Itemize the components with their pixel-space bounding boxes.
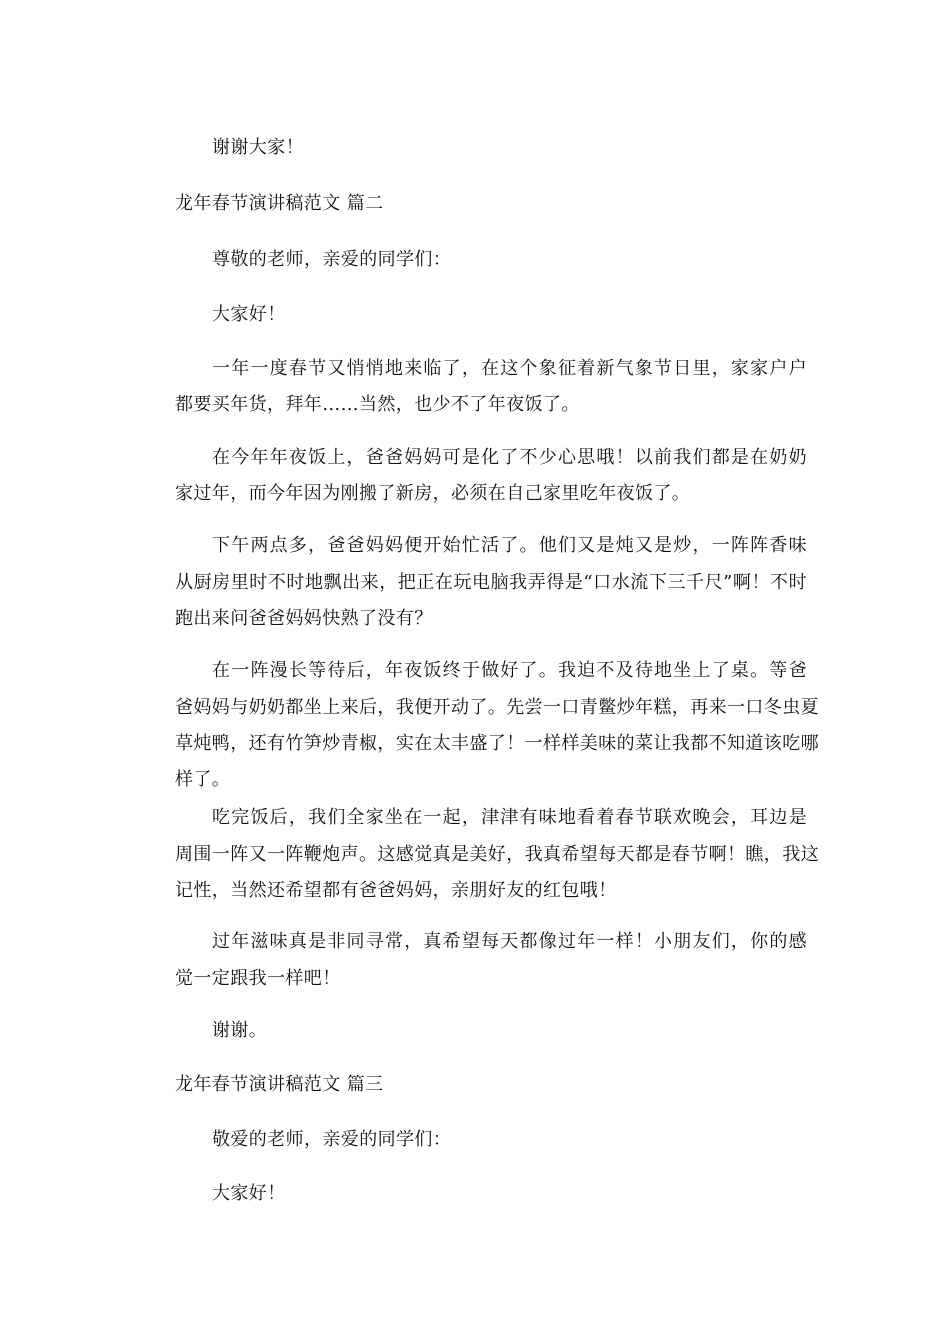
paragraph-line: 下午两点多，爸爸妈妈便开始忙活了。他们又是炖又是炒，一阵阵香味 <box>212 535 807 556</box>
paragraph-line: 跑出来问爸爸妈妈快熟了没有？ <box>175 608 433 629</box>
paragraph-line: 从厨房里时不时地飘出来，把正在玩电脑我弄得是“口水流下三千尺”啊！不时 <box>175 572 807 593</box>
closing-thanks: 谢谢大家！ <box>212 137 304 158</box>
section-heading-2: 龙年春节演讲稿范文 篇二 <box>175 193 384 214</box>
section-heading-3: 龙年春节演讲稿范文 篇三 <box>175 1074 384 1095</box>
paragraph-line: 样了。 <box>175 769 231 790</box>
paragraph-line: 吃完饭后，我们全家坐在一起，津津有味地看着春节联欢晚会，耳边是 <box>212 807 807 828</box>
paragraph-line: 草炖鸭，还有竹笋炒青椒，实在太丰盛了！一样样美味的菜让我都不知道该吃哪 <box>175 733 819 754</box>
closing-thanks: 谢谢。 <box>212 1020 268 1041</box>
paragraph-line: 周围一阵又一阵鞭炮声。这感觉真是美好，我真希望每天都是春节啊！瞧，我这 <box>175 844 819 865</box>
salutation: 敬爱的老师，亲爱的同学们： <box>212 1129 452 1150</box>
greeting: 大家好！ <box>212 1183 286 1204</box>
paragraph-line: 过年滋味真是非同寻常，真希望每天都像过年一样！小朋友们，你的感 <box>212 931 807 952</box>
greeting: 大家好！ <box>212 304 286 325</box>
paragraph-line: 一年一度春节又悄悄地来临了，在这个象征着新气象节日里，家家户户 <box>212 358 807 379</box>
paragraph-line: 都要买年货，拜年……当然，也少不了年夜饭了。 <box>175 394 580 415</box>
salutation: 尊敬的老师，亲爱的同学们： <box>212 249 452 270</box>
paragraph-line: 爸妈妈与奶奶都坐上来后，我便开动了。先尝一口青鳖炒年糕，再来一口冬虫夏 <box>175 697 819 718</box>
paragraph-line: 记性，当然还希望都有爸爸妈妈，亲朋好友的红包哦！ <box>175 880 617 901</box>
paragraph-line: 觉一定跟我一样吧！ <box>175 968 341 989</box>
paragraph-line: 在今年年夜饭上，爸爸妈妈可是化了不少心思哦！以前我们都是在奶奶 <box>212 447 807 468</box>
paragraph-line: 在一阵漫长等待后，年夜饭终于做好了。我迫不及待地坐上了桌。等爸 <box>212 660 807 681</box>
paragraph-line: 家过年，而今年因为刚搬了新房，必须在自己家里吃年夜饭了。 <box>175 483 691 504</box>
